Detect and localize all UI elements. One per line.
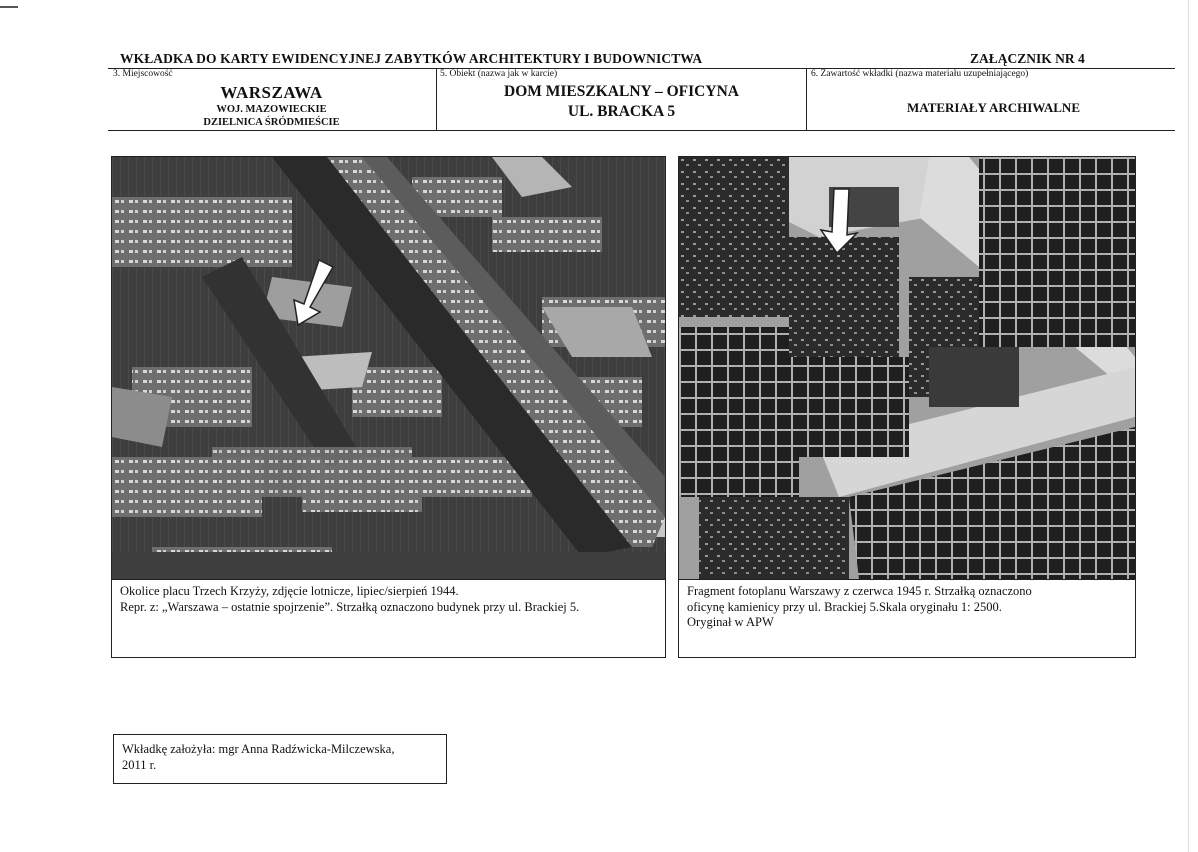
voivodeship: WOJ. MAZOWIECKIE	[216, 104, 327, 115]
photo-1-caption-line-2: Repr. z: „Warszawa – ostatnie spojrzenie”. Strzałką oznaczono budynek przy ul. Brackiej 5.	[120, 599, 580, 614]
district: DZIELNICA ŚRÓDMIEŚCIE	[203, 117, 340, 128]
scan-edge-line	[1188, 0, 1189, 852]
city-name: WARSZAWA	[220, 83, 323, 102]
author-box	[113, 734, 447, 784]
scan-edge-mark	[0, 6, 18, 8]
photo-1-caption-line-1: Okolice placu Trzech Krzyży, zdjęcie lotnicze, lipiec/sierpień 1944.	[120, 584, 459, 598]
photo-2-caption-line-2: oficynę kamienicy przy ul. Brackiej 5.Skala oryginału 1: 2500.	[687, 599, 1002, 614]
aerial-photo-1944	[111, 156, 666, 580]
object-label: 5. Obiekt (nazwa jak w karcie)	[440, 69, 558, 79]
document-title: WKŁADKA DO KARTY EWIDENCYJNEJ ZABYTKÓW ARCHITEKTURY I BUDOWNICTWA	[120, 51, 703, 66]
object-name: DOM MIESZKALNY – OFICYNA	[504, 83, 739, 100]
object-address: UL. BRACKA 5	[567, 103, 676, 120]
photo-2-caption-line-1: Fragment fotoplanu Warszawy z czerwca 1945 r. Strzałką oznaczono	[687, 584, 1032, 598]
header-bottom-rule	[108, 130, 1175, 131]
photoplan-1945	[678, 156, 1136, 580]
annex-number: ZAŁĄCZNIK NR 4	[970, 51, 1085, 66]
photo-2-caption	[678, 578, 1136, 658]
header-divider-2	[806, 68, 807, 130]
photo-2-caption-line-3: Oryginał w APW	[687, 615, 774, 629]
photo-1-caption	[111, 578, 666, 658]
contents-label: 6. Zawartość wkładki (nazwa materiału uzupełniającego)	[811, 69, 1029, 79]
author-line-1: Wkładkę założyła: mgr Anna Radźwicka-Milczewska,	[122, 742, 395, 756]
contents-value: MATERIAŁY ARCHIWALNE	[907, 100, 1080, 115]
locality-label: 3. Miejscowość	[113, 69, 173, 79]
author-line-2: 2011 r.	[122, 758, 157, 772]
